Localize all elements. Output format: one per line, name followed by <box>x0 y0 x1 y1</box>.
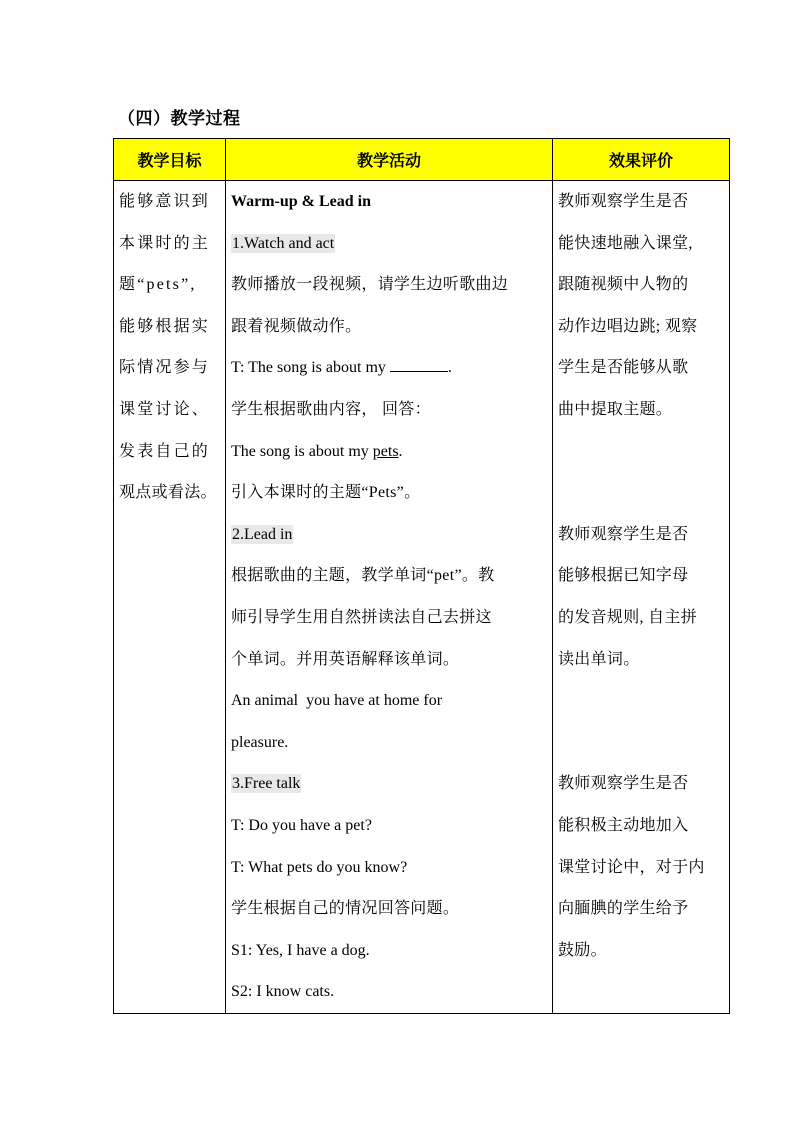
goal-cell <box>114 181 226 1014</box>
evaluation-line: 动作边唱边跳; 观察 <box>558 317 698 335</box>
evaluation-line: 能积极主动地加入 <box>558 816 689 834</box>
step1-desc: 教师播放一段视频，请学生边听歌曲边 <box>231 276 509 294</box>
activity-heading: Warm-up & Lead in <box>231 193 372 210</box>
evaluation-line: 教师观察学生是否 <box>558 775 689 793</box>
step3-desc: 学生根据自己的情况回答问题。 <box>231 900 460 918</box>
evaluation-line: 教师观察学生是否 <box>558 193 689 210</box>
step3-student-answer: S1: Yes, I have a dog. <box>231 941 370 959</box>
goal-line: 本课时的主 <box>119 234 211 252</box>
goal-line: 题“pets”, <box>119 276 197 294</box>
step1-student-prompt: 学生根据歌曲内容， 回答： <box>231 400 431 418</box>
evaluation-line: 向腼腆的学生给予 <box>558 900 689 918</box>
goal-line: 课堂讨论、 <box>119 400 211 418</box>
step1-intro: 引入本课时的主题“Pets”。 <box>231 484 421 502</box>
evaluation-line: 跟随视频中人物的 <box>558 276 689 294</box>
step2-definition: An animal you have at home for <box>231 692 443 710</box>
evaluation-line: 读出单词。 <box>558 650 640 668</box>
evaluation-line: 能快速地融入课堂, <box>558 234 693 252</box>
step1-teacher-question: T: The song is about my . <box>231 359 452 377</box>
table-row <box>114 181 730 1014</box>
header-activity: 教学活动 <box>226 139 553 181</box>
evaluation-line: 鼓励。 <box>558 941 607 959</box>
table-header-row <box>114 139 730 181</box>
goal-line: 能够根据实 <box>119 317 211 335</box>
activity-cell <box>226 181 553 1014</box>
step2-desc: 师引导学生用自然拼读法自己去拼这 <box>231 608 492 626</box>
evaluation-cell <box>553 181 730 1014</box>
step2-title: 2.Lead in <box>232 525 293 543</box>
evaluation-line: 教师观察学生是否 <box>558 525 689 543</box>
goal-line: 际情况参与 <box>119 359 211 377</box>
goal-line: 观点或看法。 <box>119 484 217 502</box>
evaluation-line: 课堂讨论中，对于内 <box>558 858 705 876</box>
goal-line: 能够意识到 <box>119 193 211 210</box>
evaluation-line: 能够根据已知字母 <box>558 567 689 585</box>
evaluation-line: 的发音规则, 自主拼 <box>558 608 698 626</box>
evaluation-line: 曲中提取主题。 <box>558 400 673 418</box>
step3-title: 3.Free talk <box>232 775 301 793</box>
step2-desc: 个单词。并用英语解释该单词。 <box>231 650 460 668</box>
goal-line: 发表自己的 <box>119 442 211 460</box>
step2-definition: pleasure. <box>231 733 289 751</box>
evaluation-line: 学生是否能够从歌 <box>558 359 689 377</box>
header-goal: 教学目标 <box>114 139 226 181</box>
teaching-process-table <box>113 138 730 1014</box>
section-title: （四）教学过程 <box>118 109 241 128</box>
answer-word: pets <box>372 442 399 460</box>
step3-student-answer: S2: I know cats. <box>231 983 335 1001</box>
fill-blank <box>390 357 448 372</box>
step3-question: T: What pets do you know? <box>231 858 408 876</box>
step2-desc: 根据歌曲的主题，教学单词“pet”。教 <box>231 567 495 585</box>
step3-question: T: Do you have a pet? <box>231 816 372 834</box>
header-evaluation: 效果评价 <box>553 139 730 181</box>
step1-desc: 跟着视频做动作。 <box>231 317 362 335</box>
step1-answer: The song is about my pets. <box>231 442 403 460</box>
step1-title: 1.Watch and act <box>232 234 335 252</box>
